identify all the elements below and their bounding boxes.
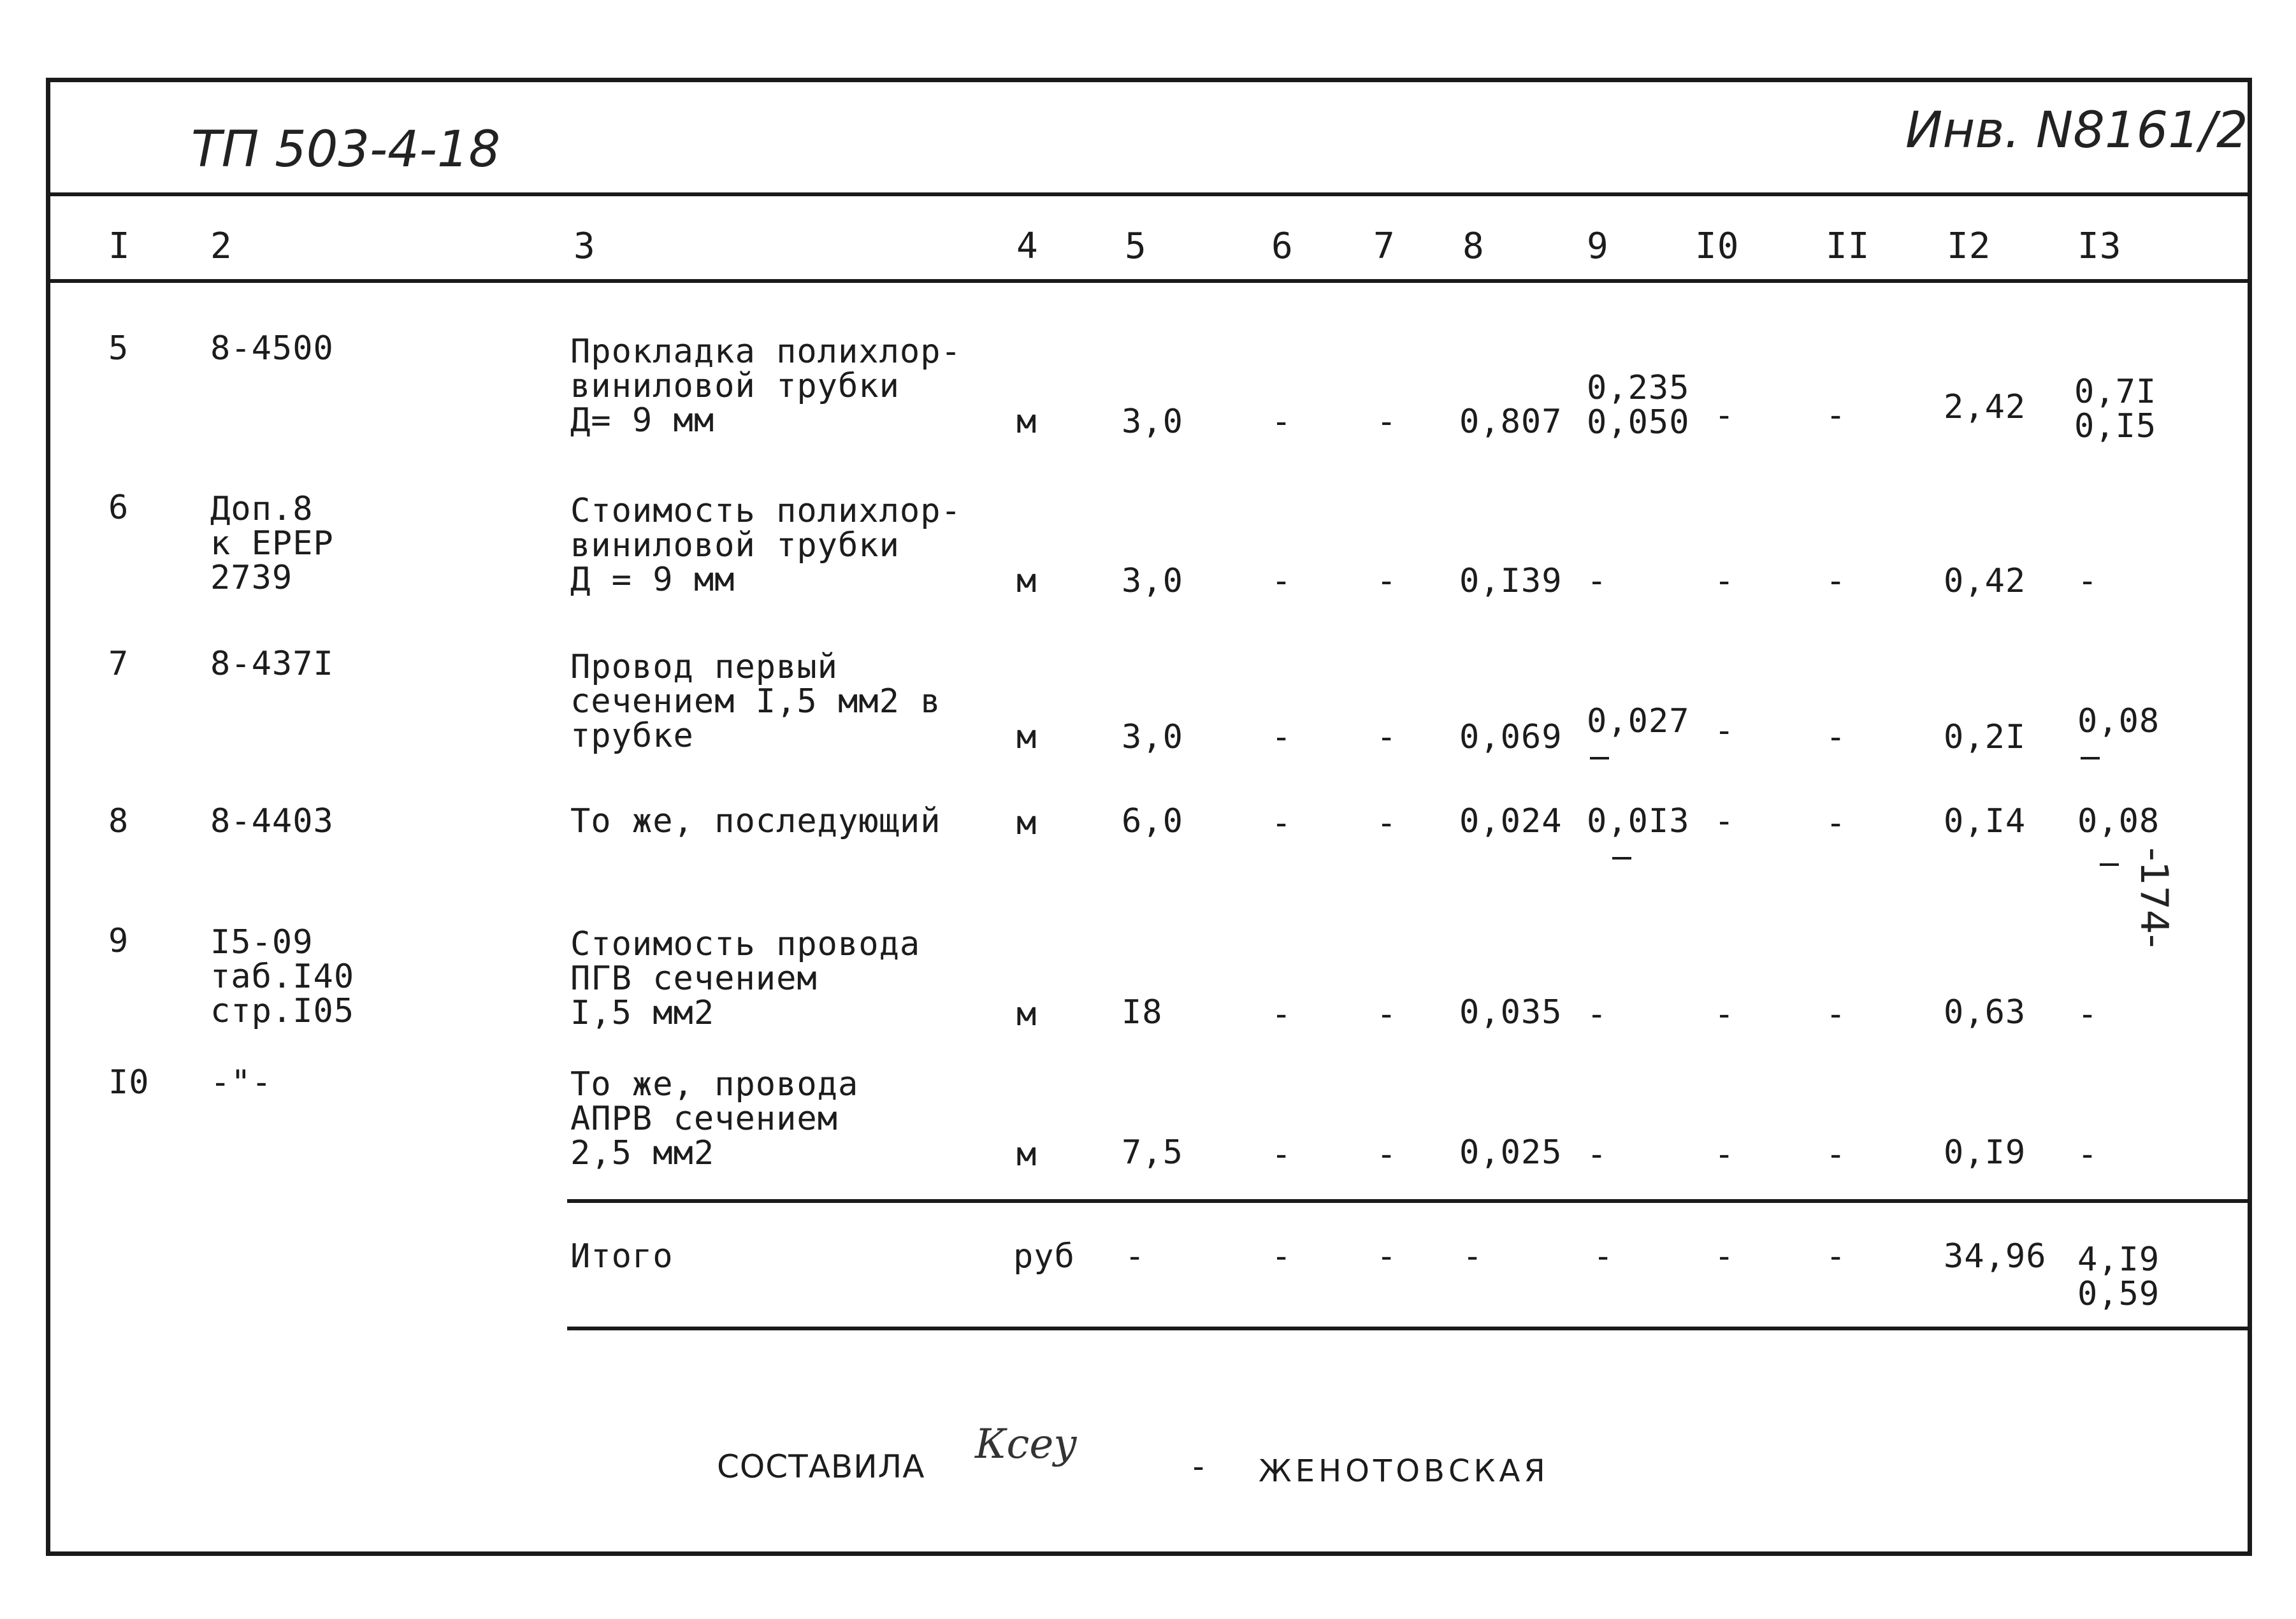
row-col10: -	[1714, 802, 1735, 840]
row-unit: м	[1016, 995, 1037, 1033]
row-col9: 0,027	[1587, 702, 1690, 740]
col-header-9: 9	[1587, 226, 1609, 267]
total-col8: -	[1462, 1237, 1484, 1276]
col-header-11: II	[1826, 226, 1870, 267]
row-unit: м	[1016, 1135, 1037, 1174]
col-header-1: I	[108, 226, 131, 267]
row-unit: м	[1016, 804, 1037, 842]
row-col9: 0,235 0,050	[1587, 369, 1690, 442]
signature-dash: -	[1188, 1448, 1209, 1486]
row-col11: -	[1826, 396, 1847, 435]
header-bottom-rule	[50, 279, 2252, 283]
col-header-13: I3	[2077, 226, 2122, 267]
row-col12: 0,I4	[1944, 802, 2026, 840]
header-top-rule	[50, 192, 2252, 196]
col-header-8: 8	[1462, 226, 1485, 267]
row-col12: 0,I9	[1944, 1133, 2026, 1172]
row-col10: -	[1714, 995, 1735, 1033]
signer-name: ЖЕНОТОВСКАЯ	[1259, 1453, 1549, 1489]
total-col7: -	[1376, 1237, 1397, 1276]
row-code: 8-437I	[210, 645, 334, 683]
row-col12: 2,42	[1944, 388, 2026, 426]
col-header-12: I2	[1947, 226, 1991, 267]
row-description: То же, провода АПРВ сечением 2,5 мм2	[570, 1065, 859, 1172]
row-col8: 0,807	[1459, 403, 1563, 441]
col-header-2: 2	[210, 226, 233, 267]
total-col10: -	[1714, 1237, 1735, 1276]
row-code: -"-	[210, 1063, 272, 1102]
inventory-number: Инв. N8161/2	[1905, 102, 2248, 159]
row-col13: 0,7I 0,I5	[2074, 373, 2157, 445]
col-header-7: 7	[1373, 226, 1396, 267]
row-col11: -	[1826, 562, 1847, 600]
total-bottom-rule	[567, 1327, 2252, 1330]
underline-mark	[1612, 857, 1631, 860]
row-col7: -	[1376, 995, 1397, 1033]
total-col13: 4,I9 0,59	[2077, 1241, 2160, 1313]
row-col13: 0,08	[2077, 702, 2160, 740]
row-unit: м	[1016, 403, 1037, 441]
row-description: Прокладка полихлор- виниловой трубки Д= 9 мм	[570, 333, 962, 440]
total-top-rule	[567, 1199, 2252, 1203]
row-description: Стоимость полихлор- виниловой трубки Д = 9 мм	[570, 492, 962, 599]
row-code: I5-09 таб.I40 стр.I05	[210, 923, 355, 1030]
row-col13: -	[2077, 562, 2098, 600]
row-col11: -	[1826, 1135, 1847, 1174]
row-unit: м	[1016, 718, 1037, 756]
total-col9: -	[1593, 1237, 1614, 1276]
col-header-6: 6	[1271, 226, 1294, 267]
row-col6: -	[1271, 1135, 1292, 1174]
row-col8: 0,025	[1459, 1133, 1563, 1172]
row-col13: 0,08	[2077, 802, 2160, 840]
row-col11: -	[1826, 995, 1847, 1033]
total-col6: -	[1271, 1237, 1292, 1276]
page-number: -174-	[2132, 847, 2176, 948]
row-col9: -	[1587, 1135, 1608, 1174]
row-col13: -	[2077, 995, 2098, 1033]
row-code: Доп.8 к ЕРЕР 2739	[210, 490, 334, 597]
total-col12: 34,96	[1944, 1237, 2047, 1276]
col-header-10: I0	[1695, 226, 1740, 267]
row-col10: -	[1714, 562, 1735, 600]
row-col6: -	[1271, 718, 1292, 756]
col-header-5: 5	[1125, 226, 1147, 267]
row-qty: I8	[1122, 993, 1163, 1032]
total-col11: -	[1826, 1237, 1847, 1276]
row-col12: 0,2I	[1944, 718, 2026, 756]
row-col10: -	[1714, 396, 1735, 435]
row-col11: -	[1826, 718, 1847, 756]
row-col10: -	[1714, 712, 1735, 750]
row-col9: -	[1587, 995, 1608, 1033]
handwritten-signature: Ксеу	[975, 1421, 1078, 1468]
row-col7: -	[1376, 804, 1397, 842]
row-qty: 3,0	[1122, 403, 1183, 441]
row-col6: -	[1271, 562, 1292, 600]
row-col7: -	[1376, 562, 1397, 600]
row-qty: 3,0	[1122, 718, 1183, 756]
row-description: То же, последующий	[570, 802, 941, 840]
row-col8: 0,I39	[1459, 562, 1563, 600]
row-col6: -	[1271, 403, 1292, 441]
row-number: I0	[108, 1063, 150, 1102]
row-qty: 6,0	[1122, 802, 1183, 840]
row-number: 6	[108, 489, 129, 527]
col-header-4: 4	[1016, 226, 1039, 267]
row-col13: -	[2077, 1135, 2098, 1174]
row-code: 8-4500	[210, 329, 334, 368]
total-col5: -	[1125, 1237, 1146, 1276]
row-col9: 0,0I3	[1587, 802, 1690, 840]
compiled-by-label: СОСТАВИЛА	[717, 1448, 925, 1485]
row-description: Провод первый сечением I,5 мм2 в трубке	[570, 648, 941, 755]
row-number: 5	[108, 329, 129, 368]
row-col12: 0,42	[1944, 562, 2026, 600]
row-col7: -	[1376, 718, 1397, 756]
row-description: Стоимость провода ПГВ сечением I,5 мм2	[570, 925, 921, 1032]
row-col9: -	[1587, 562, 1608, 600]
row-qty: 3,0	[1122, 562, 1183, 600]
row-number: 8	[108, 802, 129, 840]
row-unit: м	[1016, 562, 1037, 600]
row-code: 8-4403	[210, 802, 334, 840]
total-unit: руб	[1013, 1237, 1075, 1276]
row-col8: 0,024	[1459, 802, 1563, 840]
underline-mark	[1590, 757, 1609, 759]
row-col11: -	[1826, 804, 1847, 842]
row-col10: -	[1714, 1135, 1735, 1174]
row-col12: 0,63	[1944, 993, 2026, 1032]
underline-mark	[2081, 757, 2100, 759]
row-col8: 0,035	[1459, 993, 1563, 1032]
row-qty: 7,5	[1122, 1133, 1183, 1172]
total-label: Итого	[570, 1237, 674, 1276]
row-col8: 0,069	[1459, 718, 1563, 756]
row-col6: -	[1271, 804, 1292, 842]
row-col7: -	[1376, 1135, 1397, 1174]
row-number: 7	[108, 645, 129, 683]
row-number: 9	[108, 922, 129, 960]
doc-code: ТП 503-4-18	[191, 121, 501, 178]
underline-mark	[2100, 863, 2119, 866]
row-col7: -	[1376, 403, 1397, 441]
row-col6: -	[1271, 995, 1292, 1033]
col-header-3: 3	[574, 226, 596, 267]
